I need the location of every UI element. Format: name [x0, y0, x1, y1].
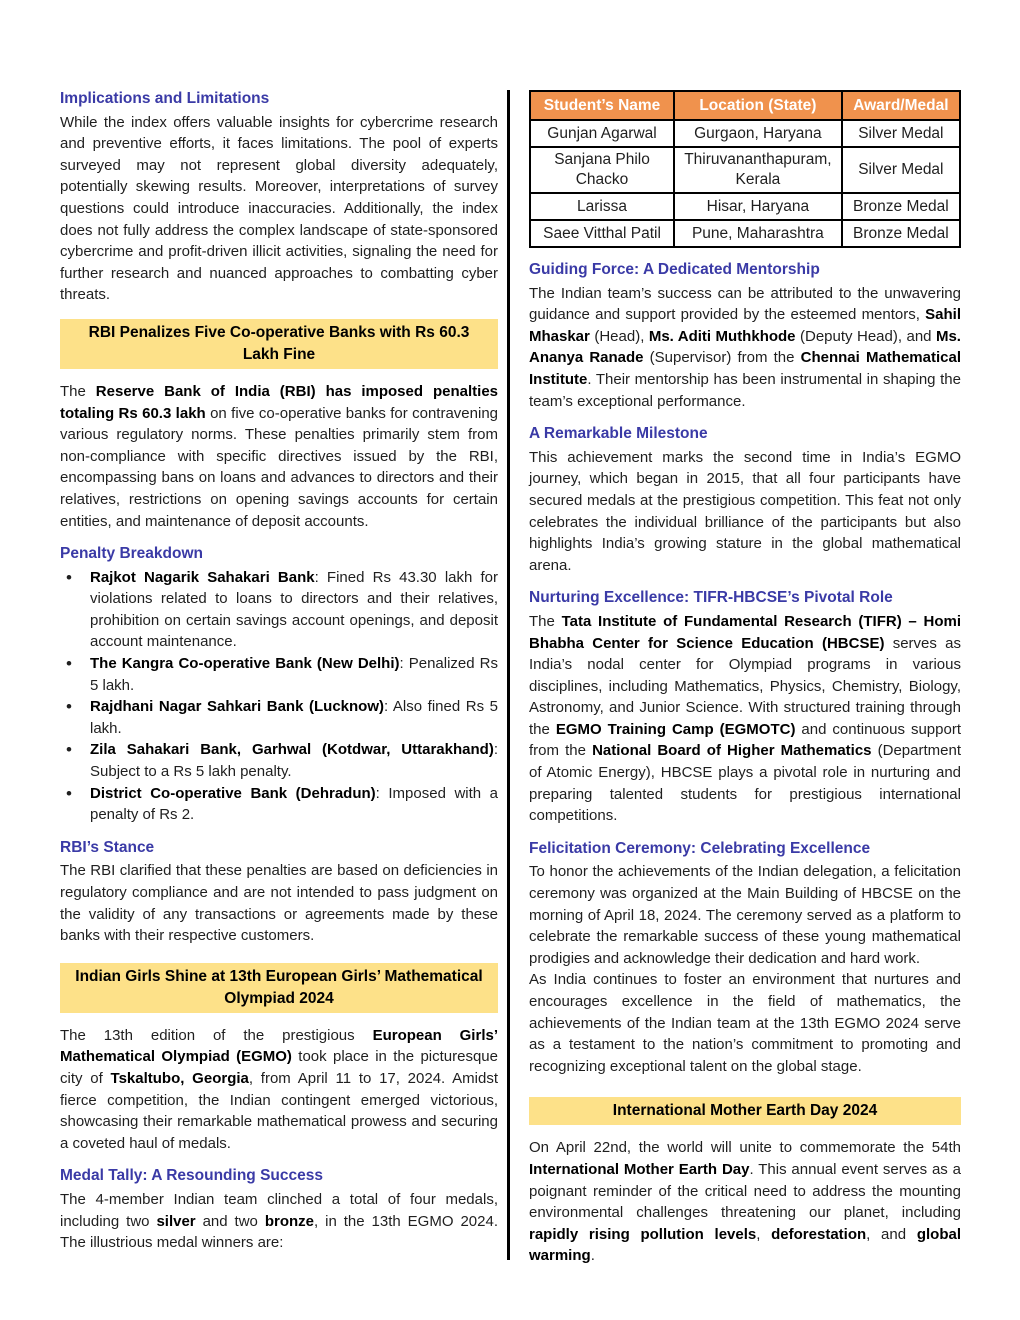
paragraph-guiding-force: The Indian team’s success can be attributed to the unwavering guidance and support provided by the esteemed mentors, Sahil Mhaskar (Head), Ms. Aditi Muthkhode (Deputy Head), and Ms. Ananya Ranade (Supervisor) from the Chennai Mathematical Institute. Their mentorship has been instrumental in shaping the team’s exceptional performance.: [529, 284, 961, 410]
headline-egmo: Indian Girls Shine at 13th European Girls’ Mathematical Olympiad 2024: [60, 963, 498, 1013]
penalty-bullet-list: [60, 567, 498, 826]
table-cell: Bronze Medal: [842, 193, 960, 220]
table-header-cell: Award/Medal: [842, 91, 960, 120]
penalty-bullet-item: • District Co-operative Bank (Dehradun): Imposed with a penalty of Rs 2.: [60, 783, 498, 826]
section-heading-penalty-breakdown: Penalty Breakdown: [60, 545, 203, 563]
paragraph-felicitation-2: As India continues to foster an environment that nurtures and encourages excellence in the field of mathematics, the achievements of the Indian team at the 13th EGMO 2024 serve as a testament to the nation’s commitment to promoting and recognizing exceptional talent on the global stage.: [529, 971, 961, 1075]
table-cell: Gurgaon, Haryana: [674, 120, 842, 147]
table-header-row: [530, 91, 960, 120]
section-heading-felicitation: Felicitation Ceremony: Celebrating Excellence: [529, 839, 871, 857]
headline-rbi-penalty: RBI Penalizes Five Co-operative Banks with Rs 60.3 Lakh Fine: [60, 319, 498, 369]
section-heading-milestone: A Remarkable Milestone: [529, 425, 708, 443]
table-cell: Silver Medal: [842, 147, 960, 193]
table-cell: Gunjan Agarwal: [530, 120, 674, 147]
table-cell: Silver Medal: [842, 120, 960, 147]
table-cell: Larissa: [530, 193, 674, 220]
section-heading-guiding-force: Guiding Force: A Dedicated Mentorship: [529, 261, 820, 278]
penalty-bullet-item: • Rajdhani Nagar Sahkari Bank (Lucknow): Also fined Rs 5 lakh.: [60, 696, 498, 739]
left-column: [60, 88, 498, 1320]
table-row: [530, 147, 960, 193]
paragraph-egmo: The 13th edition of the prestigious European Girls’ Mathematical Olympiad (EGMO) took place in the picturesque city of Tskaltubo, Georgia, from April 11 to 17, 2024. Amidst fierce competition, the Indian contingent emerged victorious, showcasing their remarkable mathematical prowess and securing a coveted haul of medals.: [60, 1026, 498, 1152]
table-cell: Saee Vitthal Patil: [530, 220, 674, 247]
table-row: [530, 193, 960, 220]
table-cell: Bronze Medal: [842, 220, 960, 247]
paragraph-implications: While the index offers valuable insights for cybercrime research and preventive efforts, it faces limitations. The pool of experts surveyed may not represent global diversity adequately, potentially skewing results. Moreover, interpretations of survey questions could introduce inaccuracies. Additionally, the index does not fully address the complex landscape of state-sponsored cybercrime and profit-driven illicit activities, signaling the need for further research and nuanced approaches to combatting cyber threats.: [60, 113, 498, 304]
penalty-bullet-item: • The Kangra Co-operative Bank (New Delhi): Penalized Rs 5 lakh.: [60, 653, 498, 696]
table-header-cell: Location (State): [674, 91, 842, 120]
table-header-cell: Student’s Name: [530, 91, 674, 120]
penalty-bullet-item: • Zila Sahakari Bank, Garhwal (Kotdwar, Uttarakhand): Subject to a Rs 5 lakh penalty.: [60, 739, 498, 782]
column-divider: [507, 90, 510, 1260]
paragraph-felicitation-1: To honor the achievements of the Indian delegation, a felicitation ceremony was organized at the Main Building of HBCSE on the morning of April 18, 2024. The ceremony served as a platform to celebrate the remarkable success of these young mathematical prodigies and acknowledge their dedication and hard work.: [529, 863, 961, 967]
paragraph-earth-day: On April 22nd, the world will unite to commemorate the 54th International Mother Earth Day. This annual event serves as a poignant reminder of the critical need to address the mounting environmental challenges threatening our planet, including rapidly rising pollution levels, deforestation, and global warming.: [529, 1139, 961, 1265]
section-heading-nurturing: Nurturing Excellence: TIFR-HBCSE’s Pivotal Role: [529, 589, 893, 607]
paragraph-nurturing: The Tata Institute of Fundamental Research (TIFR) – Homi Bhabha Center for Science Education (HBCSE) serves as India’s nodal center for Olympiad programs in various disciplines, including Mathematics, Physics, Chemistry, Biology, Astronomy, and Junior Science. With structured training through the EGMO Training Camp (EGMOTC) and continuous support from the National Board of Higher Mathematics (Department of Atomic Energy), HBCSE plays a pivotal role in nurturing and preparing talented students for prestigious international competitions.: [529, 612, 962, 825]
table-cell: Thiruvananthapuram, Kerala: [674, 147, 842, 193]
medal-winners-table: [529, 90, 961, 248]
table-row: [530, 120, 960, 147]
table-cell: Pune, Maharashtra: [674, 220, 842, 247]
penalty-bullet-item: • Rajkot Nagarik Sahakari Bank: Fined Rs 43.30 lakh for violations related to loans to directors and their relatives, prohibition on certain savings account openings, and deposit account maintenance.: [60, 567, 498, 653]
paragraph-rbi-penalty: The Reserve Bank of India (RBI) has imposed penalties totaling Rs 60.3 lakh on five co-operative banks for contravening various regulatory norms. These penalties primarily stem from non-compliance with specific directives issued by the RBI, encompassing bans on loans and advances to directors and their relatives, restrictions on opening savings accounts for certain entities, and maintenance of deposit accounts.: [60, 382, 499, 530]
paragraph-rbi-stance: The RBI clarified that these penalties are based on deficiencies in regulatory compliance and are not intended to pass judgment on the validity of any transactions or agreements made by these banks with their respective customers.: [60, 862, 498, 945]
section-heading-implications: Implications and Limitations: [60, 90, 270, 107]
table-row: [530, 220, 960, 247]
right-column: [529, 88, 961, 1320]
section-heading-medal-tally: Medal Tally: A Resounding Success: [60, 1167, 323, 1185]
table-cell: Hisar, Haryana: [674, 193, 842, 220]
table-cell: Sanjana Philo Chacko: [530, 147, 674, 193]
section-heading-rbi-stance: RBI’s Stance: [60, 838, 155, 856]
paragraph-milestone: This achievement marks the second time in India’s EGMO journey, which began in 2015, that all four participants have secured medals at the prestigious competition. This feat not only celebrates the individual brilliance of the participants but also highlights India’s growing stature in the global mathematical arena.: [529, 448, 961, 574]
headline-earth-day: International Mother Earth Day 2024: [529, 1097, 961, 1125]
paragraph-medal-tally: The 4-member Indian team clinched a total of four medals, including two silver and two bronze, in the 13th EGMO 2024. The illustrious medal winners are:: [60, 1190, 498, 1252]
